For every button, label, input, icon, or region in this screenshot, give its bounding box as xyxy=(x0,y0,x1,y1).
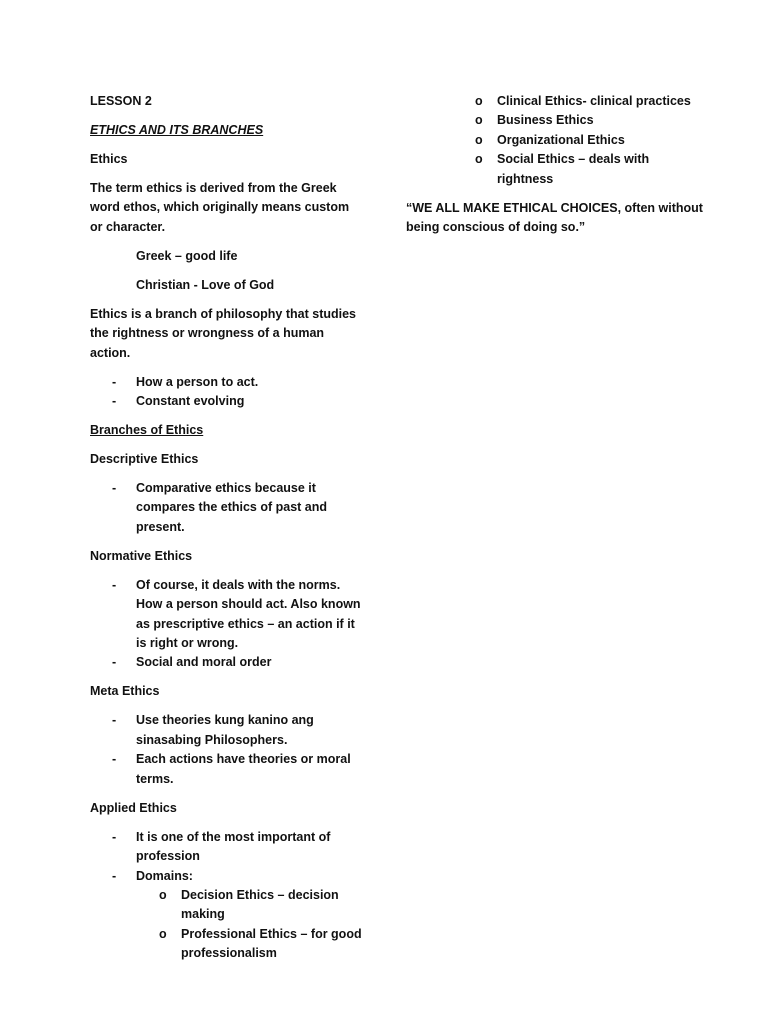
circle-marker: o xyxy=(475,94,483,108)
quote-text: “WE ALL MAKE ETHICAL CHOICES, often without being conscious of doing so.” xyxy=(406,200,703,235)
list-item: o Business Ethics xyxy=(406,111,706,130)
list-item: - Domains: xyxy=(90,867,365,886)
dash-marker: - xyxy=(112,868,117,883)
dash-marker: - xyxy=(112,829,117,844)
lesson-title: LESSON 2 xyxy=(90,94,152,108)
list-item: - Of course, it deals with the norms. How a person should act. Also known as prescriptive ethics – an action if it is right or wrong. xyxy=(112,577,361,651)
left-column xyxy=(90,92,365,964)
circle-marker: o xyxy=(475,152,483,167)
dash-marker: - xyxy=(112,577,117,592)
list-item: o Social Ethics – deals with rightness xyxy=(475,152,650,186)
list-item: - Each actions have theories or moral terms. xyxy=(112,752,351,786)
meta-heading: Meta Ethics xyxy=(90,684,160,699)
circle-marker: o xyxy=(159,926,167,941)
domain-continued-list xyxy=(406,92,706,189)
list-item: - It is one of the most important of profession xyxy=(112,829,331,864)
branch-definition: Ethics is a branch of philosophy that studies the rightness or wrongness of a human action. xyxy=(90,306,357,360)
ethics-definition: The term ethics is derived from the Greek word ethos, which originally means custom or character. xyxy=(90,181,350,234)
greek-line: Greek – good life xyxy=(136,248,238,263)
list-item: - Use theories kung kanino ang sinasabing Philosophers. xyxy=(112,713,314,747)
list-item: - Comparative ethics because it compares the ethics of past and present. xyxy=(112,481,328,534)
circle-marker: o xyxy=(475,113,483,128)
ethics-points-list xyxy=(90,373,365,412)
descriptive-points-list xyxy=(90,479,365,537)
circle-marker: o xyxy=(475,132,483,147)
christian-line: Christian - Love of God xyxy=(136,277,275,292)
dash-marker: - xyxy=(112,752,117,767)
normative-heading: Normative Ethics xyxy=(90,548,193,563)
dash-marker: - xyxy=(112,374,117,389)
dash-marker: - xyxy=(112,655,117,670)
normative-points-list xyxy=(90,576,365,673)
list-item: o Decision Ethics – decision making xyxy=(159,887,339,922)
descriptive-heading: Descriptive Ethics xyxy=(90,452,199,467)
meta-points-list xyxy=(90,711,365,789)
list-item: o Professional Ethics – for good professionalism xyxy=(159,926,362,961)
list-item: - Constant evolving xyxy=(90,392,365,411)
section-title: ETHICS AND ITS BRANCHES xyxy=(90,123,264,137)
list-item: o Clinical Ethics- clinical practices xyxy=(406,92,706,111)
dash-marker: - xyxy=(112,481,117,496)
applied-heading: Applied Ethics xyxy=(90,800,177,815)
applied-points-list xyxy=(90,828,365,964)
branches-heading: Branches of Ethics xyxy=(90,423,204,438)
ethics-heading: Ethics xyxy=(90,152,128,166)
right-column xyxy=(406,92,706,237)
list-item: - Social and moral order xyxy=(90,653,365,672)
circle-marker: o xyxy=(159,887,167,902)
dash-marker: - xyxy=(112,394,117,409)
list-item: o Organizational Ethics xyxy=(406,131,706,150)
dash-marker: - xyxy=(112,713,117,728)
list-item: - How a person to act. xyxy=(90,373,365,392)
